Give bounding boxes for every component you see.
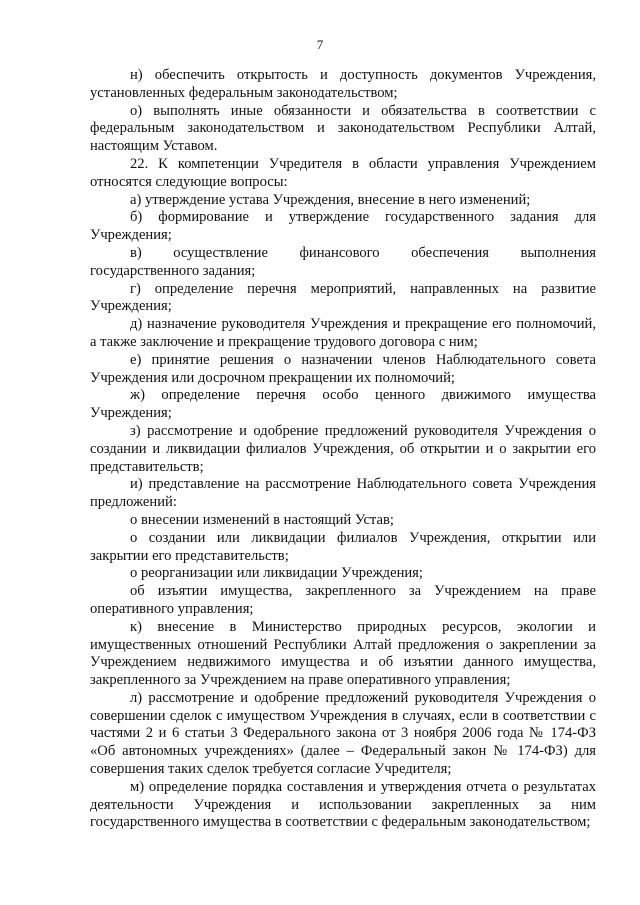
- paragraph-n: н) обеспечить открытость и доступность документов Учреждения, установленных федеральным законодательством;: [90, 67, 596, 101]
- paragraph-l: л) рассмотрение и одобрение предложений руководителя Учреждения о совершении сделок с имуществом Учреждения в случаях, если в соответствии с частями 2 и 6 статьи 3 Федерального закона от 3 ноября 2006 года № 174-ФЗ «Об автономных учреждениях» (далее – Федеральный закон № 174-ФЗ) для совершения таких сделок требуется согласие Учредителя;: [90, 689, 596, 778]
- paragraph-k: к) внесение в Министерство природных ресурсов, экологии и имущественных отношений Республики Алтай предложения о закреплении за Учреждением недвижимого имущества и об изъятии данного имущества, закрепленного за Учреждением на праве оперативного управления;: [90, 618, 596, 689]
- paragraph-d: д) назначение руководителя Учреждения и прекращение его полномочий, а также заключение и прекращение трудового договора с ним;: [90, 316, 596, 350]
- paragraph-o: о) выполнять иные обязанности и обязательства в соответствии с федеральным законодательством и законодательством Республики Алтай, настоящим Уставом.: [90, 102, 596, 155]
- paragraph-22-heading: 22. К компетенции Учредителя в области управления Учреждением относятся следующие вопросы:: [90, 155, 596, 190]
- paragraph-i-sub-2: о создании или ликвидации филиалов Учреждения, открытии или закрытии его представительств;: [90, 529, 596, 564]
- paragraph-i-sub-4: об изъятии имущества, закрепленного за Учреждением на праве оперативного управления;: [90, 583, 596, 617]
- paragraph-e: е) принятие решения о назначении членов Наблюдательного совета Учреждения или досрочном прекращении их полномочий;: [90, 351, 596, 386]
- paragraph-i-sub-1: о внесении изменений в настоящий Устав;: [130, 511, 394, 528]
- page-number: 7: [316, 37, 324, 52]
- paragraph-b: б) формирование и утверждение государственного задания для Учреждения;: [90, 209, 596, 244]
- paragraph-i: и) представление на рассмотрение Наблюдательного совета Учреждения предложений:: [90, 476, 596, 511]
- document-body: [90, 67, 596, 832]
- paragraph-z: з) рассмотрение и одобрение предложений руководителя Учреждения о создании и ликвидации филиалов Учреждения, об открытии и о закрытии его представительств;: [90, 422, 596, 475]
- paragraph-m: м) определение порядка составления и утверждения отчета о результатах деятельности Учреждения и использовании закрепленных за ним государственного имущества в соответствии с федеральным законодательством;: [90, 778, 596, 831]
- paragraph-i-sub-3: о реорганизации или ликвидации Учреждения;: [130, 565, 423, 582]
- paragraph-v: в) осуществление финансового обеспечения выполнения государственного задания;: [90, 244, 596, 279]
- paragraph-zh: ж) определение перечня особо ценного движимого имущества Учреждения;: [90, 387, 596, 422]
- paragraph-a: а) утверждение устава Учреждения, внесение в него изменений;: [130, 191, 531, 208]
- paragraph-g: г) определение перечня мероприятий, направленных на развитие Учреждения;: [90, 280, 596, 315]
